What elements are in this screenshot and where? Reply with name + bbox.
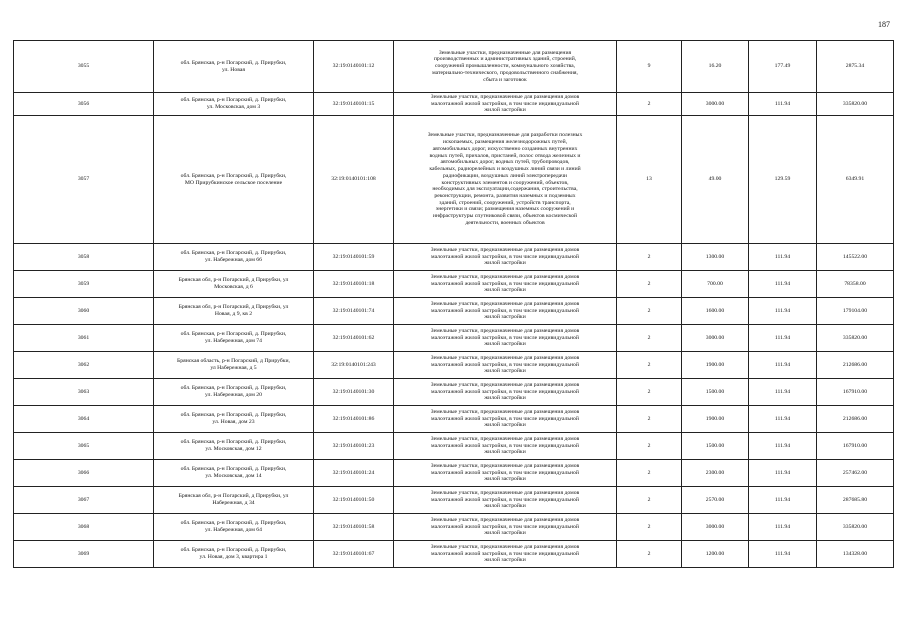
rate-cell: 111.94 [749,541,817,568]
land-purpose-cell: Земельные участки, предназначенные для размещения домов малоэтажной жилой застройки, в том числе индивидуальной жилой застройки [394,379,617,406]
land-purpose-cell: Земельные участки, предназначенные для размещения домов малоэтажной жилой застройки, в том числе индивидуальной жилой застройки [394,460,617,487]
table-row [14,325,894,352]
row-number-cell: 3058 [14,244,154,271]
area-cell: 1300.00 [682,244,749,271]
row-number-cell: 3065 [14,433,154,460]
category-count-cell: 2 [617,514,682,541]
cadastral-value-cell: 167910.00 [817,379,894,406]
cadastral-value-cell: 6349.91 [817,116,894,244]
cadastral-value-cell: 335820.00 [817,93,894,116]
cadastral-value-cell: 335820.00 [817,514,894,541]
cadastral-number-cell: 32:19:0140101:62 [314,325,394,352]
rate-cell: 129.59 [749,116,817,244]
cadastral-number-cell: 32:19:0140101:18 [314,271,394,298]
address-cell: Брянская обл, р-н Погарский, д Прирубки, ул Новая, д 9, кв 2 [154,298,314,325]
category-count-cell: 2 [617,271,682,298]
category-count-cell: 2 [617,487,682,514]
rate-cell: 111.94 [749,298,817,325]
rate-cell: 111.94 [749,93,817,116]
cadastral-value-cell: 2875.34 [817,41,894,93]
row-number-cell: 3059 [14,271,154,298]
area-cell: 49.00 [682,116,749,244]
address-cell: обл. Брянская, р-н Погарский, д. Прирубки, ул. Новая, дом 3, квартира 1 [154,541,314,568]
cadastral-value-cell: 212686.00 [817,352,894,379]
cadastral-value-cell: 179104.00 [817,298,894,325]
cadastral-number-cell: 32:19:0140101:108 [314,116,394,244]
area-cell: 1200.00 [682,541,749,568]
area-cell: 700.00 [682,271,749,298]
land-purpose-cell: Земельные участки, предназначенные для размещения домов малоэтажной жилой застройки, в том числе индивидуальной жилой застройки [394,514,617,541]
cadastral-number-cell: 32:19:0140101:23 [314,433,394,460]
rate-cell: 111.94 [749,514,817,541]
cadastral-number-cell: 32:19:0140101:243 [314,352,394,379]
rate-cell: 111.94 [749,352,817,379]
table-row [14,271,894,298]
row-number-cell: 3055 [14,41,154,93]
rate-cell: 111.94 [749,460,817,487]
row-number-cell: 3067 [14,487,154,514]
table-body [14,41,894,568]
rate-cell: 111.94 [749,244,817,271]
category-count-cell: 9 [617,41,682,93]
cadastral-value-cell: 335820.00 [817,325,894,352]
category-count-cell: 2 [617,352,682,379]
table-row [14,244,894,271]
rate-cell: 111.94 [749,433,817,460]
cadastral-value-cell: 212686.00 [817,406,894,433]
land-purpose-cell: Земельные участки, предназначенные для размещения домов малоэтажной жилой застройки, в том числе индивидуальной жилой застройки [394,271,617,298]
table-row [14,487,894,514]
address-cell: обл. Брянская, р-н Погарский, д. Прирубки, ул. Набережная, дом 74 [154,325,314,352]
area-cell: 16.20 [682,41,749,93]
address-cell: обл. Брянская, р-н Погарский, д. Прирубки, ул. Новая, дом 23 [154,406,314,433]
area-cell: 1600.00 [682,298,749,325]
rate-cell: 111.94 [749,271,817,298]
cadastral-number-cell: 32:19:0140101:30 [314,379,394,406]
rate-cell: 177.49 [749,41,817,93]
table-row [14,116,894,244]
table-row [14,379,894,406]
land-purpose-cell: Земельные участки, предназначенные для размещения домов малоэтажной жилой застройки, в том числе индивидуальной жилой застройки [394,352,617,379]
area-cell: 1900.00 [682,352,749,379]
cadastral-number-cell: 32:19:0140101:24 [314,460,394,487]
table-row [14,41,894,93]
cadastral-number-cell: 32:19:0140101:74 [314,298,394,325]
row-number-cell: 3057 [14,116,154,244]
cadastral-number-cell: 32:19:0140101:50 [314,487,394,514]
row-number-cell: 3066 [14,460,154,487]
category-count-cell: 2 [617,541,682,568]
land-purpose-cell: Земельные участки, предназначенные для размещения домов малоэтажной жилой застройки, в том числе индивидуальной жилой застройки [394,244,617,271]
table-row [14,433,894,460]
row-number-cell: 3068 [14,514,154,541]
row-number-cell: 3062 [14,352,154,379]
row-number-cell: 3056 [14,93,154,116]
row-number-cell: 3069 [14,541,154,568]
address-cell: обл. Брянская, р-н Погарский, д. Прирубки, ул. Набережная, дом 66 [154,244,314,271]
rate-cell: 111.94 [749,487,817,514]
area-cell: 2570.00 [682,487,749,514]
area-cell: 1900.00 [682,406,749,433]
row-number-cell: 3063 [14,379,154,406]
table-row [14,93,894,116]
cadastral-number-cell: 32:19:0140101:58 [314,514,394,541]
land-purpose-cell: Земельные участки, предназначенные для размещения домов малоэтажной жилой застройки, в том числе индивидуальной жилой застройки [394,433,617,460]
address-cell: Брянская обл, р-н Погарский, д Прирубки, ул Набережная, д 34 [154,487,314,514]
table-row [14,460,894,487]
cadastral-number-cell: 32:19:0140101:67 [314,541,394,568]
area-cell: 1500.00 [682,433,749,460]
address-cell: обл. Брянская, р-н Погарский, д. Прирубки, ул. Московская, дом 14 [154,460,314,487]
row-number-cell: 3060 [14,298,154,325]
category-count-cell: 2 [617,93,682,116]
area-cell: 2300.00 [682,460,749,487]
land-purpose-cell: Земельные участки, предназначенные для размещения домов малоэтажной жилой застройки, в том числе индивидуальной жилой застройки [394,325,617,352]
land-purpose-cell: Земельные участки, предназначенные для размещения домов малоэтажной жилой застройки, в том числе индивидуальной жилой застройки [394,406,617,433]
address-cell: обл. Брянская, р-н Погарский, д. Прирубки, ул. Набережная, дом 64 [154,514,314,541]
cadastral-number-cell: 32:19:0140101:15 [314,93,394,116]
row-number-cell: 3064 [14,406,154,433]
row-number-cell: 3061 [14,325,154,352]
table-row [14,406,894,433]
cadastral-number-cell: 32:19:0140101:86 [314,406,394,433]
rate-cell: 111.94 [749,325,817,352]
land-purpose-cell: Земельные участки, предназначенные для размещения домов малоэтажной жилой застройки, в том числе индивидуальной жилой застройки [394,93,617,116]
area-cell: 3000.00 [682,93,749,116]
land-purpose-cell: Земельные участки, предназначенные для размещения домов малоэтажной жилой застройки, в том числе индивидуальной жилой застройки [394,541,617,568]
address-cell: обл. Брянская, р-н Погарский, д. Прирубки, ул. Новая [154,41,314,93]
cadastral-value-cell: 167910.00 [817,433,894,460]
address-cell: обл. Брянская, р-н Погарский, д. Прирубки, ул. Московская, дом 3 [154,93,314,116]
category-count-cell: 2 [617,325,682,352]
cadastral-value-cell: 78358.00 [817,271,894,298]
category-count-cell: 2 [617,406,682,433]
land-purpose-cell: Земельные участки, предназначенные для размещения домов малоэтажной жилой застройки, в том числе индивидуальной жилой застройки [394,487,617,514]
table-row [14,298,894,325]
land-purpose-cell: Земельные участки, предназначенные для размещения домов малоэтажной жилой застройки, в том числе индивидуальной жилой застройки [394,298,617,325]
address-cell: Брянская область, р-н Погарский, д Прирубки, ул Набережная, д 5 [154,352,314,379]
address-cell: Брянская обл, р-н Погарский, д Прирубки, ул Московская, д 6 [154,271,314,298]
address-cell: обл. Брянская, р-н Погарский, д. Прирубки, МО Прирубкинское сельское поселение [154,116,314,244]
category-count-cell: 2 [617,460,682,487]
cadastral-value-cell: 134328.00 [817,541,894,568]
land-purpose-cell: Земельные участки, предназначенные для разработки полезных ископаемых, размещения железнодорожных путей, автомобильных дорог, искусственно созданных внутренних водных путей, причалов, пристаней, полос отвода железных и автомобильных дорог, водных путей, трубопроводов, кабельных, радиорелейных и воздушных линий связи и линий радиофикации, воздушных линий электропередачи конструктивных элементов и сооружений, объектов, необходимых для эксплуатации,содержания, строительства, реконструкции, ремонта, развития наземных и подземных зданий, строений, сооружений, устройств транспорта, энергетики и связи; размещения наземных сооружений и инфраструктуры спутниковой связи, объектов космической деятельности, военных объектов [394,116,617,244]
area-cell: 1500.00 [682,379,749,406]
cadastral-value-cell: 287685.80 [817,487,894,514]
category-count-cell: 13 [617,116,682,244]
cadastral-number-cell: 32:19:0140101:59 [314,244,394,271]
cadastral-value-cell: 257462.00 [817,460,894,487]
address-cell: обл. Брянская, р-н Погарский, д. Прирубки, ул. Набережная, дом 20 [154,379,314,406]
category-count-cell: 2 [617,379,682,406]
table-row [14,514,894,541]
rate-cell: 111.94 [749,406,817,433]
page-number: 187 [878,20,890,29]
category-count-cell: 2 [617,433,682,460]
land-purpose-cell: Земельные участки, предназначенные для размещения производственных и административных зданий, строений, сооружений промышленности, коммунального хозяйства, материально-технического, продовольственного снабжения, сбыта и заготовок [394,41,617,93]
area-cell: 3000.00 [682,514,749,541]
register-table [13,40,894,568]
cadastral-number-cell: 32:19:0140101:12 [314,41,394,93]
table-row [14,352,894,379]
table-row [14,541,894,568]
category-count-cell: 2 [617,244,682,271]
rate-cell: 111.94 [749,379,817,406]
address-cell: обл. Брянская, р-н Погарский, д. Прирубки, ул. Московская, дом 12 [154,433,314,460]
area-cell: 3000.00 [682,325,749,352]
category-count-cell: 2 [617,298,682,325]
cadastral-value-cell: 145522.00 [817,244,894,271]
